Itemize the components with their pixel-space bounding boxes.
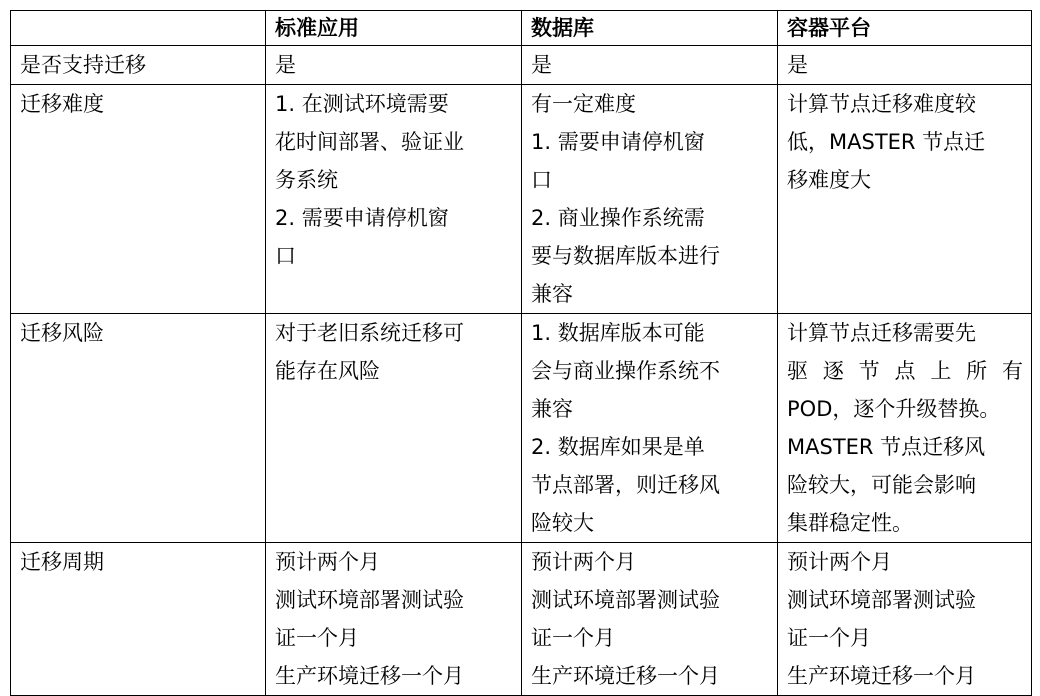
cell-line: 测试环境部署测试验: [787, 588, 976, 612]
cell-line: 对于老旧系统迁移可: [275, 321, 464, 345]
cell-line: 有一定难度: [531, 92, 636, 116]
cell-line: 证一个月: [787, 626, 871, 650]
cell-line: 2. 需要申请停机窗: [275, 206, 449, 230]
cell-container: [778, 543, 1032, 696]
header-database: 数据库: [522, 11, 778, 46]
cell-database: [522, 46, 778, 85]
cell-line: 是: [275, 53, 296, 77]
cell-line: 口: [275, 244, 296, 268]
table-row: [11, 46, 1032, 85]
cell-line: 预计两个月: [531, 550, 636, 574]
cell-container: [778, 46, 1032, 85]
row-label: 迁移周期: [11, 543, 266, 696]
cell-line: 预计两个月: [275, 550, 380, 574]
cell-line: 是: [787, 53, 808, 77]
cell-container: [778, 85, 1032, 314]
cell-line: 测试环境部署测试验: [531, 588, 720, 612]
cell-line: 2. 商业操作系统需: [531, 206, 705, 230]
cell-line: 务系统: [275, 168, 338, 192]
cell-line: 计算节点迁移需要先: [787, 321, 976, 345]
header-corner-cell: [11, 11, 266, 46]
cell-line: 测试环境部署测试验: [275, 588, 464, 612]
cell-line: 1. 需要申请停机窗: [531, 130, 705, 154]
cell-line: 要与数据库版本进行: [531, 244, 720, 268]
cell-line: 生产环境迁移一个月: [275, 664, 464, 688]
row-label: 迁移难度: [11, 85, 266, 314]
cell-line: 险较大: [531, 511, 594, 535]
cell-line: 预计两个月: [787, 550, 892, 574]
cell-line: 能存在风险: [275, 359, 380, 383]
cell-standard: [266, 543, 522, 696]
row-label: 是否支持迁移: [11, 46, 266, 85]
cell-line: 节点部署，则迁移风: [531, 473, 720, 497]
cell-line: 险较大，可能会影响: [787, 473, 976, 497]
cell-line: 是: [531, 53, 552, 77]
comparison-table: [10, 10, 1032, 696]
cell-line: 口: [531, 168, 552, 192]
table-row: [11, 85, 1032, 314]
cell-line: 证一个月: [275, 626, 359, 650]
cell-line: 生产环境迁移一个月: [531, 664, 720, 688]
cell-database: [522, 543, 778, 696]
cell-database: [522, 85, 778, 314]
header-standard-app: 标准应用: [266, 11, 522, 46]
cell-line: MASTER 节点迁移风: [787, 435, 986, 459]
cell-line: 花时间部署、验证业: [275, 130, 464, 154]
table-row: [11, 314, 1032, 543]
row-label: 迁移风险: [11, 314, 266, 543]
cell-line: 兼容: [531, 397, 573, 421]
cell-standard: [266, 85, 522, 314]
cell-line: 计算节点迁移难度较: [787, 92, 976, 116]
cell-line: 生产环境迁移一个月: [787, 664, 976, 688]
cell-line: POD，逐个升级替换。: [787, 397, 1001, 421]
cell-line: 兼容: [531, 282, 573, 306]
table-header-row: [11, 11, 1032, 46]
cell-container: [778, 314, 1032, 543]
header-container-platform: 容器平台: [778, 11, 1032, 46]
cell-line: 1. 在测试环境需要: [275, 92, 449, 116]
cell-line: 移难度大: [787, 168, 871, 192]
cell-line: 1. 数据库版本可能: [531, 321, 705, 345]
cell-line: 驱逐节点上所有: [787, 359, 1023, 383]
cell-line: 会与商业操作系统不: [531, 359, 720, 383]
cell-line: 低，MASTER 节点迁: [787, 130, 986, 154]
cell-standard: [266, 46, 522, 85]
cell-line: 集群稳定性。: [787, 511, 913, 535]
cell-standard: [266, 314, 522, 543]
cell-database: [522, 314, 778, 543]
cell-line: 2. 数据库如果是单: [531, 435, 705, 459]
cell-line: 证一个月: [531, 626, 615, 650]
table-row: [11, 543, 1032, 696]
